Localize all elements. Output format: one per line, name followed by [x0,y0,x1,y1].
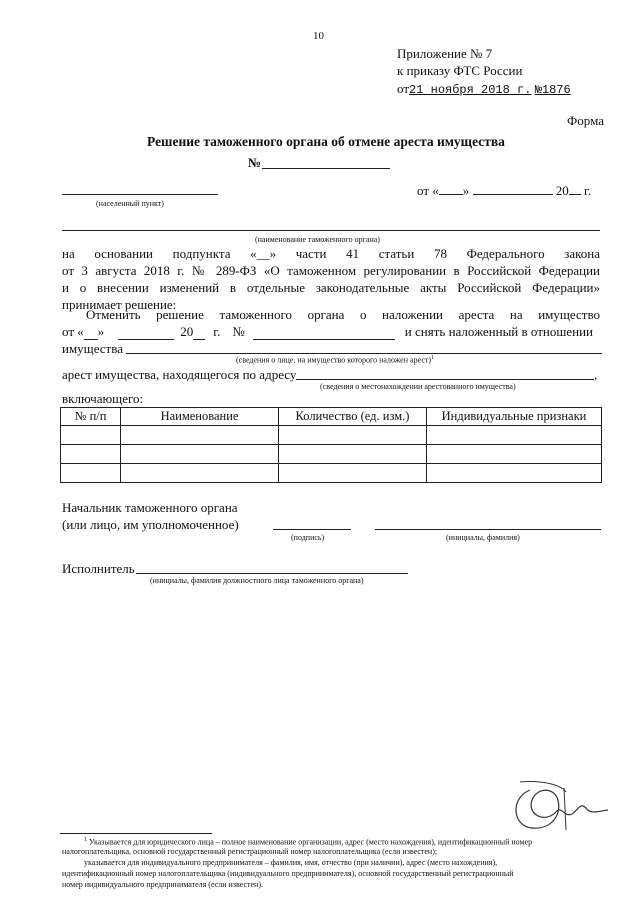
chief-line-1: Начальник таможенного органа [62,500,238,515]
footnote-line-2: налогоплательщика, основной государственный регистрационный номер налогоплательщика (если известен); [62,847,438,856]
table-header-row [61,408,602,426]
cancel-line-2: от « » 20 г. № и снять наложенный в отношении [62,324,594,339]
page-number: 10 [313,30,324,42]
place-field[interactable] [62,194,218,195]
caption-executor: (инициалы, фамилия должностного лица таможенного органа) [150,576,364,585]
appendix-from: от [397,81,410,96]
decision-label: принимает решение: [62,297,177,312]
footnote-line-3: указывается для индивидуального предпринимателя – фамилия, имя, отчество (при наличии), адрес (место нахождения), [84,858,498,867]
form-label: Форма [567,113,604,128]
initials-field[interactable] [375,529,601,530]
signature-field[interactable] [273,529,351,530]
executor-field[interactable] [136,573,408,574]
footnote-line-1: $^1$ Указывается для юридического лица – полное наименование организации, адрес (место нахождения), идентификационный номер [84,837,533,847]
footnote-line-5: номер индивидуального предпринимателя (если известен). [62,880,263,889]
property-word: имущества [62,341,123,356]
authority-field[interactable] [62,230,600,231]
body-line-2: от 3 августа 2018 г. № 289-ФЗ «О таможенном регулировании в Российской Федерации [62,263,600,278]
appendix-line-2: к приказу ФТС России [397,63,523,78]
col-quantity: Количество (ед. изм.) [279,408,427,426]
document-title: Решение таможенного органа об отмене ареста имущества [147,134,505,149]
number-sign: № [248,155,262,170]
col-name: Наименование [121,408,279,426]
body-line-1: на основании подпункта «__» части 41 статьи 78 Федерального закона [62,246,600,261]
body-line-3: и о внесении изменений в отдельные законодательные акты Российской Федерации» [62,280,600,295]
col-number: № п/п [61,408,121,426]
caption-person: (сведения о лице, на имущество которого наложен арест)$^1$ [236,355,435,365]
footnote-line-4: идентификационный номер налогоплательщика (индивидуального предпринимателя), основной государственный регистрационный [62,869,514,878]
caption-place: (населенный пункт) [96,199,164,208]
appendix-order-number: №1876 [534,83,571,97]
appendix-line-3 [397,81,571,97]
date-line: от « » 20 г. [417,183,592,198]
caption-signature: (подпись) [291,533,325,542]
handwritten-signature-icon [500,778,610,838]
chief-line-2: (или лицо, им уполномоченное) [62,517,239,532]
caption-authority: (наименование таможенного органа) [255,235,380,244]
appendix-date: 21 ноября 2018 г. [409,83,532,97]
footnote-divider [60,833,212,834]
table-row [61,445,602,464]
property-table [60,407,602,483]
cancel-line-1: Отменить решение таможенного органа о наложении ареста на имущество [86,307,600,322]
number-field[interactable] [262,168,390,169]
col-features: Индивидуальные признаки [427,408,602,426]
address-label: арест имущества, находящегося по адресу [62,367,297,382]
table-row [61,464,602,483]
person-field[interactable] [126,353,602,354]
address-comma: , [594,367,598,382]
executor-label: Исполнитель [62,561,135,576]
including-label: включающего: [62,391,144,406]
table-row [61,426,602,445]
address-field[interactable] [296,379,594,380]
caption-address: (сведения о местонахождении арестованного имущества) [320,382,516,391]
appendix-line-1: Приложение № 7 [397,46,493,61]
caption-initials: (инициалы, фамилия) [446,533,520,542]
